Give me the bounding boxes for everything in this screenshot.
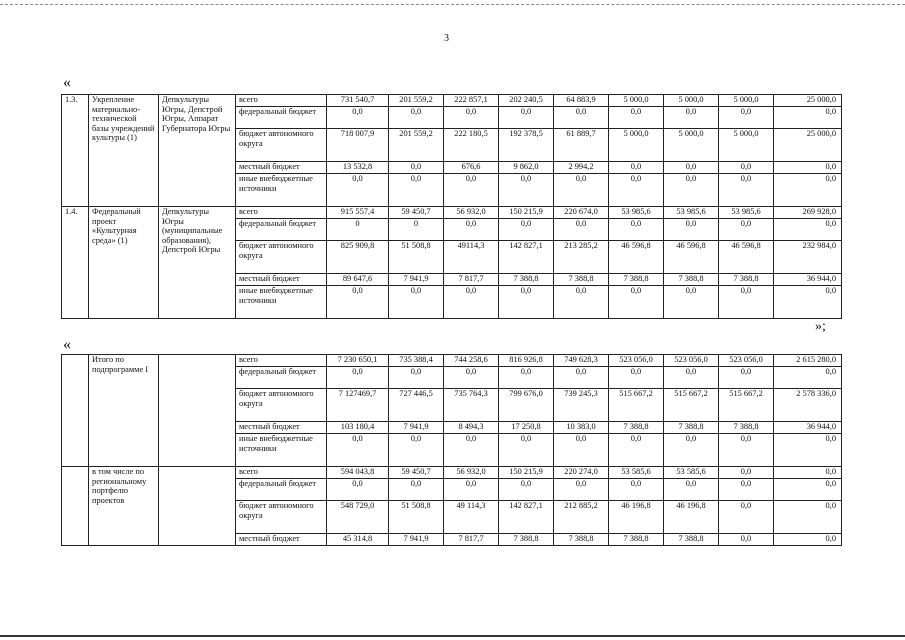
amount-cell: 201 559,2 (389, 129, 444, 162)
amount-cell: 0,0 (389, 479, 444, 501)
table-row (62, 355, 842, 367)
amount-cell: 201 559,2 (389, 95, 444, 107)
amount-cell: 0,0 (609, 434, 664, 467)
amount-cell: 17 250,8 (499, 422, 554, 434)
amount-cell: 718 007,9 (327, 129, 389, 162)
amount-cell: 0,0 (664, 286, 719, 319)
amount-cell: 232 984,0 (774, 241, 842, 274)
amount-cell: 7 941,9 (389, 274, 444, 286)
amount-cell: 7 817,7 (444, 274, 499, 286)
amount-cell: 735 764,3 (444, 389, 499, 422)
amount-cell: 220 674,0 (554, 207, 609, 219)
amount-cell: 0,0 (719, 107, 774, 129)
amount-cell: 7 388,8 (664, 422, 719, 434)
amount-cell: 0,0 (719, 467, 774, 479)
amount-cell: 0,0 (444, 434, 499, 467)
amount-cell: 7 388,8 (609, 534, 664, 546)
amount-cell: 749 628,3 (554, 355, 609, 367)
amount-cell: 523 056,0 (719, 355, 774, 367)
amount-cell: 46 196,8 (609, 501, 664, 534)
amount-cell: 7 388,8 (609, 274, 664, 286)
amount-cell: 0,0 (774, 219, 842, 241)
row-number: 1.4. (62, 207, 89, 319)
amount-cell: 0,0 (774, 107, 842, 129)
amount-cell: 0,0 (327, 367, 389, 389)
funding-source: всего (236, 355, 327, 367)
amount-cell: 0,0 (774, 434, 842, 467)
row-number-empty (62, 467, 89, 546)
amount-cell: 0,0 (389, 174, 444, 207)
funding-source: местный бюджет (236, 422, 327, 434)
amount-cell: 0,0 (774, 286, 842, 319)
row-number-empty (62, 355, 89, 467)
amount-cell: 0,0 (774, 174, 842, 207)
amount-cell: 5 000,0 (719, 95, 774, 107)
amount-cell: 0,0 (719, 174, 774, 207)
summary-name: Итого по подпрограмме I (89, 355, 159, 467)
funding-source: федеральный бюджет (236, 479, 327, 501)
amount-cell: 0,0 (774, 467, 842, 479)
closing-quote: »; (815, 319, 826, 334)
amount-cell: 56 932,0 (444, 467, 499, 479)
amount-cell: 7 388,8 (554, 274, 609, 286)
amount-cell: 0,0 (327, 174, 389, 207)
funding-source: всего (236, 95, 327, 107)
amount-cell: 0,0 (774, 162, 842, 174)
amount-cell: 64 883,9 (554, 95, 609, 107)
amount-cell: 10 383,0 (554, 422, 609, 434)
amount-cell: 8 494,3 (444, 422, 499, 434)
amount-cell: 523 056,0 (664, 355, 719, 367)
amount-cell: 0,0 (719, 162, 774, 174)
amount-cell: 5 000,0 (609, 95, 664, 107)
amount-cell: 0,0 (664, 162, 719, 174)
amount-cell: 25 000,0 (774, 95, 842, 107)
amount-cell: 142 827,1 (499, 241, 554, 274)
amount-cell: 799 676,0 (499, 389, 554, 422)
amount-cell: 0,0 (774, 534, 842, 546)
amount-cell: 0,0 (389, 367, 444, 389)
executor-empty (159, 467, 236, 546)
funding-source: иные внебюджетные источники (236, 286, 327, 319)
amount-cell: 53 585,6 (609, 467, 664, 479)
amount-cell: 2 994,2 (554, 162, 609, 174)
amount-cell: 0,0 (499, 174, 554, 207)
amount-cell: 0,0 (664, 219, 719, 241)
amount-cell: 0,0 (719, 367, 774, 389)
amount-cell: 816 926,8 (499, 355, 554, 367)
amount-cell: 46 196,8 (664, 501, 719, 534)
amount-cell: 0,0 (444, 174, 499, 207)
amount-cell: 103 180,4 (327, 422, 389, 434)
measure-name: Федеральный проект «Культурная среда» (1) (89, 207, 159, 319)
amount-cell: 212 885,2 (554, 501, 609, 534)
amount-cell: 0,0 (719, 286, 774, 319)
amount-cell: 0,0 (554, 107, 609, 129)
executor: Депкультуры Югры (муниципальные образования), Депстрой Югры (159, 207, 236, 319)
amount-cell: 7 388,8 (664, 534, 719, 546)
amount-cell: 0,0 (609, 479, 664, 501)
amount-cell: 150 215,9 (499, 207, 554, 219)
amount-cell: 0,0 (719, 219, 774, 241)
amount-cell: 0,0 (444, 286, 499, 319)
amount-cell: 7 388,8 (719, 422, 774, 434)
funding-source: федеральный бюджет (236, 367, 327, 389)
amount-cell: 9 862,0 (499, 162, 554, 174)
amount-cell: 7 388,8 (609, 422, 664, 434)
amount-cell: 220 274,0 (554, 467, 609, 479)
amount-cell: 202 240,5 (499, 95, 554, 107)
program-table-2 (61, 354, 842, 546)
amount-cell: 0,0 (774, 367, 842, 389)
amount-cell: 0,0 (774, 501, 842, 534)
funding-source: бюджет автономного округа (236, 129, 327, 162)
amount-cell: 7 127469,7 (327, 389, 389, 422)
amount-cell: 7 941,9 (389, 422, 444, 434)
amount-cell: 0,0 (609, 107, 664, 129)
amount-cell: 0,0 (719, 534, 774, 546)
amount-cell: 51 508,8 (389, 241, 444, 274)
funding-source: бюджет автономного округа (236, 241, 327, 274)
funding-source: иные внебюджетные источники (236, 434, 327, 467)
amount-cell: 0,0 (554, 367, 609, 389)
amount-cell: 2 578 336,0 (774, 389, 842, 422)
amount-cell: 735 388,4 (389, 355, 444, 367)
amount-cell: 0 (327, 219, 389, 241)
amount-cell: 222 180,5 (444, 129, 499, 162)
amount-cell: 59 450,7 (389, 207, 444, 219)
amount-cell: 0,0 (499, 434, 554, 467)
amount-cell: 515 667,2 (719, 389, 774, 422)
amount-cell: 515 667,2 (609, 389, 664, 422)
amount-cell: 0,0 (719, 501, 774, 534)
amount-cell: 0,0 (609, 286, 664, 319)
funding-source: местный бюджет (236, 162, 327, 174)
amount-cell: 53 585,6 (664, 467, 719, 479)
amount-cell: 45 314,8 (327, 534, 389, 546)
amount-cell: 46 596,8 (719, 241, 774, 274)
amount-cell: 0,0 (327, 479, 389, 501)
amount-cell: 0,0 (444, 107, 499, 129)
executor-empty (159, 355, 236, 467)
amount-cell: 731 540,7 (327, 95, 389, 107)
amount-cell: 269 928,0 (774, 207, 842, 219)
amount-cell: 744 258,6 (444, 355, 499, 367)
amount-cell: 53 985,6 (609, 207, 664, 219)
amount-cell: 150 215,9 (499, 467, 554, 479)
scan-bottom-edge (0, 635, 905, 637)
funding-source: местный бюджет (236, 534, 327, 546)
amount-cell: 36 944,0 (774, 274, 842, 286)
amount-cell: 0,0 (389, 434, 444, 467)
page-number: 3 (444, 33, 449, 44)
amount-cell: 56 932,0 (444, 207, 499, 219)
amount-cell: 36 944,0 (774, 422, 842, 434)
amount-cell: 49 114,3 (444, 501, 499, 534)
amount-cell: 0,0 (389, 286, 444, 319)
amount-cell: 0,0 (327, 107, 389, 129)
table-row (62, 467, 842, 479)
amount-cell: 0,0 (774, 479, 842, 501)
funding-source: всего (236, 207, 327, 219)
amount-cell: 515 667,2 (664, 389, 719, 422)
amount-cell: 7 941,9 (389, 534, 444, 546)
amount-cell: 0,0 (609, 162, 664, 174)
funding-source: всего (236, 467, 327, 479)
amount-cell: 0,0 (664, 107, 719, 129)
amount-cell: 0,0 (389, 162, 444, 174)
amount-cell: 53 985,6 (719, 207, 774, 219)
amount-cell: 0,0 (327, 434, 389, 467)
amount-cell: 49114,3 (444, 241, 499, 274)
table-row (62, 207, 842, 219)
amount-cell: 7 817,7 (444, 534, 499, 546)
amount-cell: 5 000,0 (609, 129, 664, 162)
amount-cell: 0,0 (389, 107, 444, 129)
amount-cell: 7 230 650,1 (327, 355, 389, 367)
funding-source: федеральный бюджет (236, 219, 327, 241)
amount-cell: 213 285,2 (554, 241, 609, 274)
amount-cell: 0,0 (664, 174, 719, 207)
summary-name: в том числе по региональному портфелю проектов (89, 467, 159, 546)
amount-cell: 0,0 (499, 286, 554, 319)
amount-cell: 25 000,0 (774, 129, 842, 162)
executor: Депкультуры Югры, Депстрой Югры, Аппарат Губернатора Югры (159, 95, 236, 207)
program-table-1 (61, 94, 842, 319)
amount-cell: 7 388,8 (499, 274, 554, 286)
amount-cell: 0,0 (499, 107, 554, 129)
amount-cell: 46 596,8 (609, 241, 664, 274)
amount-cell: 61 889,7 (554, 129, 609, 162)
amount-cell: 0,0 (444, 219, 499, 241)
amount-cell: 0,0 (664, 367, 719, 389)
amount-cell: 0,0 (554, 286, 609, 319)
amount-cell: 7 388,8 (554, 534, 609, 546)
amount-cell: 0,0 (327, 286, 389, 319)
amount-cell: 0,0 (609, 174, 664, 207)
funding-source: иные внебюджетные источники (236, 174, 327, 207)
amount-cell: 5 000,0 (664, 129, 719, 162)
amount-cell: 89 647,6 (327, 274, 389, 286)
amount-cell: 13 532,8 (327, 162, 389, 174)
funding-source: местный бюджет (236, 274, 327, 286)
amount-cell: 0,0 (609, 367, 664, 389)
amount-cell: 2 615 280,0 (774, 355, 842, 367)
opening-quote-2: « (63, 336, 71, 353)
amount-cell: 59 450,7 (389, 467, 444, 479)
amount-cell: 0,0 (499, 219, 554, 241)
scan-top-edge (0, 4, 905, 6)
amount-cell: 594 043,8 (327, 467, 389, 479)
amount-cell: 5 000,0 (719, 129, 774, 162)
funding-source: бюджет автономного округа (236, 389, 327, 422)
amount-cell: 7 388,8 (664, 274, 719, 286)
amount-cell: 142 827,1 (499, 501, 554, 534)
amount-cell: 548 729,0 (327, 501, 389, 534)
funding-source: бюджет автономного округа (236, 501, 327, 534)
amount-cell: 0,0 (499, 367, 554, 389)
amount-cell: 46 596,8 (664, 241, 719, 274)
amount-cell: 192 378,5 (499, 129, 554, 162)
amount-cell: 7 388,8 (719, 274, 774, 286)
amount-cell: 676,6 (444, 162, 499, 174)
amount-cell: 0,0 (664, 479, 719, 501)
amount-cell: 51 508,8 (389, 501, 444, 534)
amount-cell: 222 857,1 (444, 95, 499, 107)
amount-cell: 0,0 (664, 434, 719, 467)
amount-cell: 825 909,8 (327, 241, 389, 274)
amount-cell: 0,0 (554, 219, 609, 241)
amount-cell: 53 985,6 (664, 207, 719, 219)
amount-cell: 0,0 (554, 479, 609, 501)
amount-cell: 739 245,3 (554, 389, 609, 422)
amount-cell: 0,0 (609, 219, 664, 241)
row-number: 1.3. (62, 95, 89, 207)
funding-source: федеральный бюджет (236, 107, 327, 129)
opening-quote-1: « (63, 74, 71, 91)
amount-cell: 0,0 (554, 434, 609, 467)
amount-cell: 0,0 (719, 434, 774, 467)
amount-cell: 727 446,5 (389, 389, 444, 422)
amount-cell: 0,0 (554, 174, 609, 207)
measure-name: Укрепление материально-технической базы учреждений культуры (1) (89, 95, 159, 207)
amount-cell: 0 (389, 219, 444, 241)
table-row (62, 95, 842, 107)
amount-cell: 0,0 (719, 479, 774, 501)
amount-cell: 0,0 (444, 479, 499, 501)
amount-cell: 5 000,0 (664, 95, 719, 107)
amount-cell: 915 557,4 (327, 207, 389, 219)
amount-cell: 0,0 (444, 367, 499, 389)
amount-cell: 523 056,0 (609, 355, 664, 367)
amount-cell: 7 388,8 (499, 534, 554, 546)
amount-cell: 0,0 (499, 479, 554, 501)
